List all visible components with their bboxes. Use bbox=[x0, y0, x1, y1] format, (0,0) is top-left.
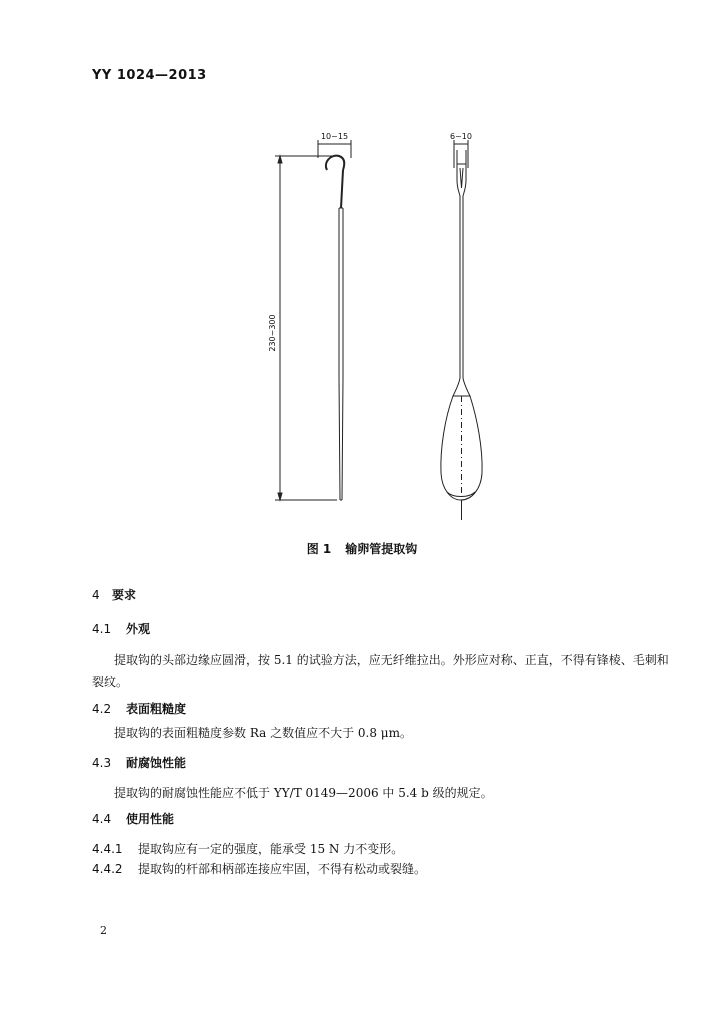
section-title: 外观 bbox=[126, 622, 151, 636]
clause-number: 4.4.2 bbox=[92, 862, 123, 876]
section-heading-4-3 bbox=[92, 754, 186, 771]
standard-number: YY 1024—2013 bbox=[92, 68, 207, 83]
section-title: 使用性能 bbox=[126, 812, 175, 826]
figure-hook-drawing bbox=[255, 128, 495, 528]
figure-caption bbox=[0, 540, 724, 557]
figure-caption-title: 输卵管提取钩 bbox=[345, 542, 418, 556]
section-heading-4-4 bbox=[92, 810, 174, 827]
clause-text: 提取钩应有一定的强度，能承受 15 N 力不变形。 bbox=[138, 842, 404, 856]
page-number: 2 bbox=[100, 924, 107, 937]
paragraph-4-3: 提取钩的耐腐蚀性能应不低于 YY/T 0149—2006 中 5.4 b 级的规定。 bbox=[114, 786, 493, 800]
dimension-total-length: 230~300 bbox=[268, 314, 277, 352]
section-number: 4.4 bbox=[92, 812, 112, 826]
section-title: 要求 bbox=[112, 588, 137, 602]
section-heading-4-1 bbox=[92, 620, 150, 637]
clause-4-4-2 bbox=[92, 860, 426, 877]
clause-number: 4.4.1 bbox=[92, 842, 123, 856]
section-heading-4 bbox=[92, 586, 136, 603]
section-number: 4.1 bbox=[92, 622, 112, 636]
dimension-tip-width: 6~10 bbox=[450, 132, 472, 141]
dimension-hook-width: 10~15 bbox=[320, 132, 349, 141]
paragraph-4-1: 提取钩的头部边缘应圆滑，按 5.1 的试验方法，应无纤维拉出。外形应对称、正直，不得有锋棱、毛刺和裂纹。 bbox=[92, 653, 669, 689]
clause-4-4-1 bbox=[92, 840, 403, 857]
section-title: 表面粗糙度 bbox=[126, 702, 187, 716]
clause-text: 提取钩的杆部和柄部连接应牢固，不得有松动或裂缝。 bbox=[138, 862, 427, 876]
section-number: 4.3 bbox=[92, 756, 112, 770]
section-title: 耐腐蚀性能 bbox=[126, 756, 187, 770]
paragraph-4-2: 提取钩的表面粗糙度参数 Ra 之数值应不大于 0.8 μm。 bbox=[114, 726, 412, 740]
section-number: 4 bbox=[92, 588, 100, 602]
section-heading-4-2 bbox=[92, 700, 186, 717]
section-number: 4.2 bbox=[92, 702, 112, 716]
figure-caption-number: 图 1 bbox=[306, 542, 332, 556]
